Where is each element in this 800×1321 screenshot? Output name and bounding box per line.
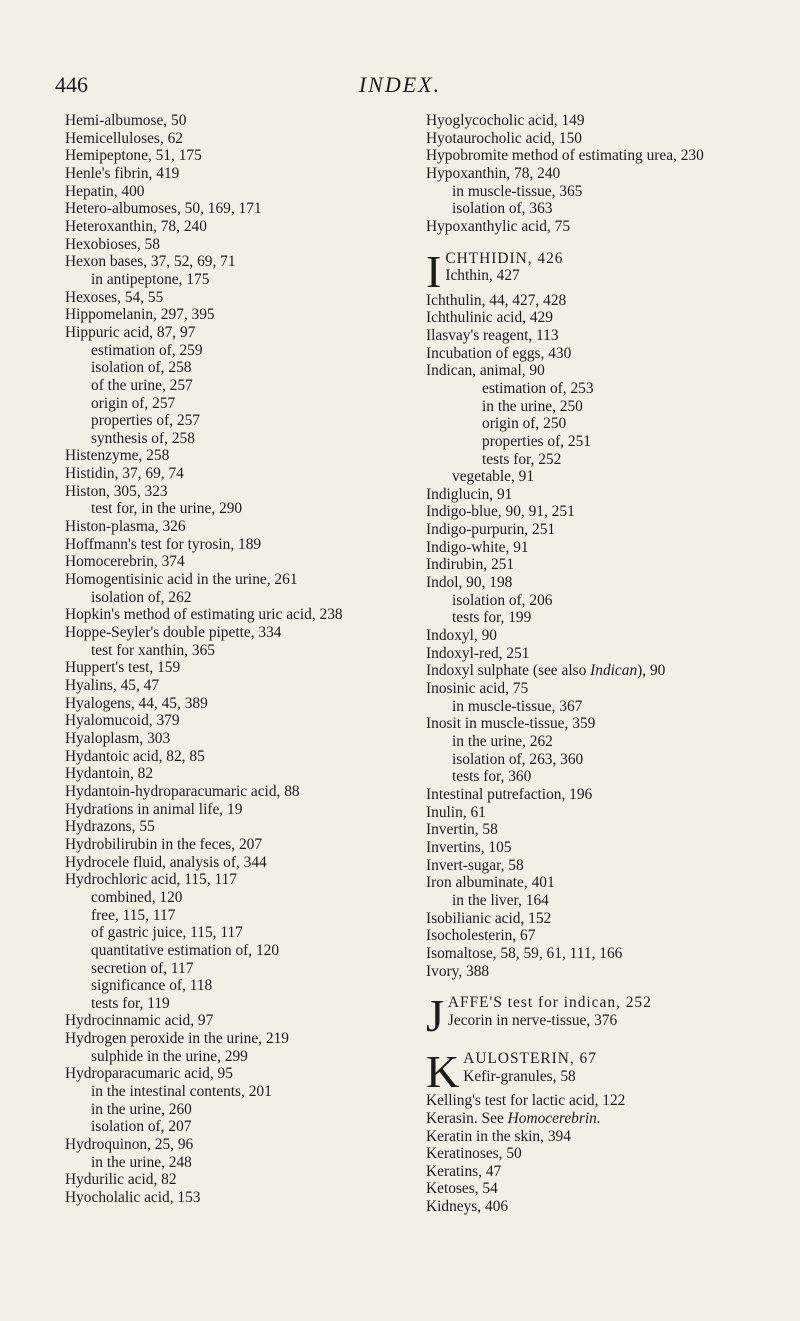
dropcap-letter: J xyxy=(426,990,444,1042)
index-entry: origin of, 257 xyxy=(91,394,176,412)
index-entry: Indol, 90, 198 xyxy=(426,574,513,592)
index-entry: Hemipeptone, 51, 175 xyxy=(65,147,202,165)
index-entry: Keratin in the skin, 394 xyxy=(426,1127,571,1145)
index-entry: isolation of, 258 xyxy=(91,359,192,377)
index-entry: tests for, 119 xyxy=(91,994,170,1012)
index-entry: AFFE'S test for indican, 252 xyxy=(447,994,652,1012)
index-entry: Hepatin, 400 xyxy=(65,182,145,200)
index-entry: Hydrocinnamic acid, 97 xyxy=(65,1012,214,1030)
index-entry: Hetero-albumoses, 50, 169, 171 xyxy=(65,200,262,218)
index-entry: Keratins, 47 xyxy=(426,1162,502,1180)
index-entry: Invertins, 105 xyxy=(426,838,512,856)
entry-crossref: Homocerebrin. xyxy=(507,1109,601,1127)
index-entry: isolation of, 262 xyxy=(91,588,192,606)
index-entry: Hippomelanin, 297, 395 xyxy=(65,306,215,324)
index-entry: free, 115, 117 xyxy=(91,906,176,924)
index-entry: Hyoglycocholic acid, 149 xyxy=(426,112,585,129)
index-entry: Inosit in muscle-tissue, 359 xyxy=(426,715,596,733)
index-entry: Hypoxanthin, 78, 240 xyxy=(426,164,561,182)
index-entry: Intestinal putrefaction, 196 xyxy=(426,785,593,803)
index-entry: Hydroquinon, 25, 96 xyxy=(65,1136,194,1154)
index-entry: Huppert's test, 159 xyxy=(65,659,181,677)
index-section-k xyxy=(426,1046,771,1216)
running-header xyxy=(0,72,800,102)
index-entry: test for xanthin, 365 xyxy=(91,641,215,659)
index-entry: Kelling's test for lactic acid, 122 xyxy=(426,1092,626,1110)
index-entry: Indoxyl, 90 xyxy=(426,627,497,645)
index-entry: Ketoses, 54 xyxy=(426,1180,498,1198)
index-entries xyxy=(426,1092,771,1110)
index-entry: estimation of, 253 xyxy=(482,379,594,397)
index-entry: properties of, 251 xyxy=(482,432,591,450)
index-entry: Hopkin's method of estimating uric acid, 238 xyxy=(65,606,343,624)
index-entry: significance of, 118 xyxy=(91,977,213,995)
index-entry: Indigo-purpurin, 251 xyxy=(426,521,556,539)
dropcap-letter: K xyxy=(426,1046,460,1098)
index-entry: Indirubin, 251 xyxy=(426,556,515,574)
entry-crossref: Indican xyxy=(590,662,638,680)
index-entry: Hyalins, 45, 47 xyxy=(65,677,160,694)
index-entry: CHTHIDIN, 426 xyxy=(445,249,564,267)
index-entry: in the liver, 164 xyxy=(452,891,549,909)
index-entry: tests for, 360 xyxy=(452,768,532,786)
index-entry: Invertin, 58 xyxy=(426,821,498,839)
index-entry: secretion of, 117 xyxy=(91,959,194,977)
index-entry: Homogentisinic acid in the urine, 261 xyxy=(65,571,298,589)
index-entry: of gastric juice, 115, 117 xyxy=(91,924,243,942)
index-entry: Indigo-white, 91 xyxy=(426,538,529,556)
index-entry: estimation of, 259 xyxy=(91,341,203,359)
index-entry: Invert-sugar, 58 xyxy=(426,856,524,874)
index-entry: Hydrazons, 55 xyxy=(65,818,155,836)
index-entry: origin of, 250 xyxy=(482,415,567,433)
index-entry: Isocholesterin, 67 xyxy=(426,927,536,945)
running-title: INDEX. xyxy=(358,72,442,97)
index-entry: Homocerebrin, 374 xyxy=(65,553,185,571)
index-entry: Isomaltose, 58, 59, 61, 111, 166 xyxy=(426,944,623,962)
index-entry: tests for, 252 xyxy=(482,450,562,468)
index-entry: Hydrobilirubin in the feces, 207 xyxy=(65,835,263,853)
index-entry: in the intestinal contents, 201 xyxy=(91,1083,272,1101)
index-entry: Inulin, 61 xyxy=(426,803,486,821)
index-entry: properties of, 257 xyxy=(91,412,200,430)
index-entry: Histidin, 37, 69, 74 xyxy=(65,465,184,483)
index-entry: isolation of, 363 xyxy=(452,200,553,218)
index-entry: Indiglucin, 91 xyxy=(426,485,513,503)
index-entry: Inosinic acid, 75 xyxy=(426,680,529,698)
entry-text: Kerasin. See xyxy=(426,1109,508,1127)
index-entry: tests for, 199 xyxy=(452,609,532,627)
index-entry: in the urine, 250 xyxy=(482,397,583,415)
index-entry: Hyalogens, 44, 45, 389 xyxy=(65,694,208,712)
index-entry: Hypoxanthylic acid, 75 xyxy=(426,217,571,235)
index-entry: Hydantoic acid, 82, 85 xyxy=(65,747,205,765)
index-entry: Hemicelluloses, 62 xyxy=(65,129,183,147)
index-entry: Indoxyl-red, 251 xyxy=(426,644,530,662)
index-entries xyxy=(426,292,771,663)
index-entry: Ichthulin, 44, 427, 428 xyxy=(426,291,567,309)
index-entry: Incubation of eggs, 430 xyxy=(426,344,572,362)
index-entry: Ivory, 388 xyxy=(426,962,490,980)
index-entry: test for, in the urine, 290 xyxy=(91,500,243,518)
index-entry: isolation of, 263, 360 xyxy=(452,750,584,768)
index-group-h xyxy=(426,112,771,236)
index-entry: Hexoses, 54, 55 xyxy=(65,288,164,306)
index-entry: in the urine, 262 xyxy=(452,733,553,750)
index-entry: Ichthin, 427 xyxy=(445,267,520,285)
dropcap-letter: I xyxy=(426,245,442,297)
index-entry: Hyaloplasm, 303 xyxy=(65,729,171,747)
index-entries xyxy=(426,680,771,980)
index-entry: vegetable, 91 xyxy=(452,468,535,486)
index-entry: Hexobioses, 58 xyxy=(65,235,160,253)
index-entry: Kidneys, 406 xyxy=(426,1198,509,1216)
index-section-j xyxy=(426,990,771,1042)
index-entry: in muscle-tissue, 367 xyxy=(452,697,583,715)
index-entry xyxy=(426,662,771,680)
index-entry: Ichthulinic acid, 429 xyxy=(426,309,553,327)
index-entry: Histon-plasma, 326 xyxy=(65,518,186,536)
index-column-right xyxy=(426,112,771,1216)
index-entry: in the urine, 248 xyxy=(91,1153,192,1171)
index-entry: Heteroxanthin, 78, 240 xyxy=(65,217,207,235)
index-entry: in the urine, 260 xyxy=(91,1100,192,1118)
index-entry: Keratinoses, 50 xyxy=(426,1145,522,1163)
entry-text: ), 90 xyxy=(637,662,666,680)
index-entry: quantitative estimation of, 120 xyxy=(91,941,280,959)
index-entry: Isobilianic acid, 152 xyxy=(426,909,552,927)
index-entry: Hydurilic acid, 82 xyxy=(65,1171,177,1189)
index-column-left xyxy=(65,112,405,1207)
index-entry: sulphide in the urine, 299 xyxy=(91,1047,248,1065)
index-entry: Hoffmann's test for tyrosin, 189 xyxy=(65,535,262,553)
index-entry: Hemi-albumose, 50 xyxy=(65,112,187,129)
index-entry: Hyotaurocholic acid, 150 xyxy=(426,129,582,147)
index-entry: Hydrations in animal life, 19 xyxy=(65,800,243,818)
index-entry: Indican, animal, 90 xyxy=(426,362,545,380)
index-entry: in antipeptone, 175 xyxy=(91,270,210,288)
index-entry: synthesis of, 258 xyxy=(91,429,195,447)
index-entry: Hoppe-Seyler's double pipette, 334 xyxy=(65,624,282,642)
page-number: 446 xyxy=(55,72,88,97)
index-entry: AULOSTERIN, 67 xyxy=(463,1050,597,1068)
index-entry: in muscle-tissue, 365 xyxy=(452,182,583,200)
index-entry: Hyalomucoid, 379 xyxy=(65,712,180,730)
index-section-i xyxy=(426,245,771,981)
index-entry: isolation of, 206 xyxy=(452,591,553,609)
index-entry: Ilasvay's reagent, 113 xyxy=(426,326,559,344)
index-entry: of the urine, 257 xyxy=(91,376,193,394)
index-entry: Histenzyme, 258 xyxy=(65,447,170,465)
index-entry: Iron albuminate, 401 xyxy=(426,874,555,892)
index-entry: Kefir-granules, 58 xyxy=(463,1067,576,1085)
index-entries xyxy=(426,1128,771,1216)
index-entry: Hydroparacumaric acid, 95 xyxy=(65,1065,233,1083)
index-entry xyxy=(426,1110,771,1128)
index-entry: Histon, 305, 323 xyxy=(65,482,168,500)
index-entry: Hexon bases, 37, 52, 69, 71 xyxy=(65,253,236,271)
index-entry: Henle's fibrin, 419 xyxy=(65,164,180,182)
index-entry: Hippuric acid, 87, 97 xyxy=(65,323,196,341)
index-entry: Hyocholalic acid, 153 xyxy=(65,1189,201,1207)
index-entry: Hydrogen peroxide in the urine, 219 xyxy=(65,1030,289,1048)
index-entry: isolation of, 207 xyxy=(91,1118,192,1136)
index-entry: combined, 120 xyxy=(91,888,183,906)
entry-text: Indoxyl sulphate (see also xyxy=(426,662,591,680)
index-entry: Indigo-blue, 90, 91, 251 xyxy=(426,503,575,521)
index-entry: Jecorin in nerve-tissue, 376 xyxy=(447,1011,618,1029)
index-entry: Hydrochloric acid, 115, 117 xyxy=(65,871,237,889)
index-entry: Hypobromite method of estimating urea, 230 xyxy=(426,147,704,165)
index-entry: Hydrocele fluid, analysis of, 344 xyxy=(65,853,267,871)
index-entry: Hydantoin-hydroparacumaric acid, 88 xyxy=(65,782,300,800)
index-entry: Hydantoin, 82 xyxy=(65,765,154,783)
